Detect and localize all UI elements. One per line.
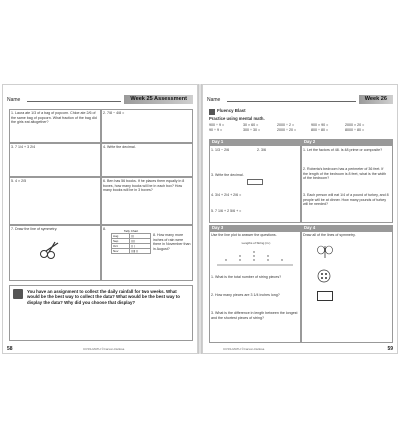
name-label: Name: [207, 96, 221, 103]
question-6: 6. Ben has 56 books. If he places them equally in 8 boxes, how many books will be in each box? How many books will be in 3 boxes?: [103, 179, 185, 193]
day-3-header: Day 3: [209, 225, 301, 231]
week-title: Week 25 Assessment: [124, 95, 193, 104]
fluency-subtitle: Practice using mental math.: [209, 116, 265, 121]
svg-text:x: x: [253, 257, 255, 262]
svg-text:x: x: [253, 249, 255, 254]
day-2-header: Day 2: [301, 139, 393, 145]
name-line: [227, 97, 356, 102]
button-shape-icon: [317, 269, 331, 283]
footer-left: CCSS-MATH ©Carson-Dellosa: [83, 347, 125, 351]
scissors-icon: [39, 241, 61, 259]
tally-row-label: Nov: [112, 249, 130, 254]
fluency-icon: [209, 109, 215, 115]
day-4-intro: Draw all of the lines of symmetry.: [303, 233, 356, 237]
day-2-q1: 1. Let the factors of 48. Is 48 prime or composite?: [303, 148, 383, 152]
open-response-box: [9, 285, 193, 341]
right-page: [202, 84, 398, 354]
fluency-grid: [209, 123, 395, 132]
day-1-header: Day 1: [209, 139, 301, 145]
question-8-number: 8.: [103, 227, 106, 231]
fluency-row: 90 ÷ 9 = 300 ÷ 30 = 2000 ÷ 20 = 800 ÷ 80 = 8000 ÷ 80 =: [209, 127, 365, 132]
day-1-q2: 2. 3/6: [257, 148, 266, 152]
open-response-question: You have an assignment to collect the daily rainfall for two weeks. What would be the best way to collect the data? What would be the best way to display the data? Why did you choose that display?: [27, 289, 180, 305]
day-2-q2: 2. Roberta's bedroom has a perimeter of 36 feet. If the length of the bedroom is 8 feet, what is the width of the bedroom?: [303, 167, 387, 181]
day-1-q5: 5. 7 1/6 + 2 5/6 + =: [211, 209, 242, 213]
day-1-q3: 3. Write the decimal.: [211, 173, 244, 177]
svg-text:x: x: [281, 257, 283, 262]
footer-right: CCSS-MATH ©Carson-Dellosa: [223, 347, 265, 351]
page-number-left: 58: [7, 346, 13, 352]
tally-row-label: Oct: [112, 244, 130, 249]
fluency-row: 900 ÷ 9 = 30 × 60 = 2000 ÷ 2 = 900 × 90 = 2000 × 20 =: [209, 123, 365, 127]
question-4: 4. Write the decimal.: [103, 145, 136, 149]
question-8: 8. How many more inches of rain were there in November than in August?: [153, 233, 191, 251]
right-header: [207, 95, 393, 104]
tally-table: Aug ||| Sep |||| Oct || | Nov ||||| ||: [111, 233, 151, 254]
day-4-box: [301, 231, 393, 343]
day-4-header: Day 4: [301, 225, 393, 231]
day-3-q1: 1. What is the total number of string pieces?: [211, 275, 282, 279]
fluency-title: Fluency Blast: [217, 108, 246, 113]
question-3: 3. 7 1/4 + 3 2/4: [11, 145, 36, 149]
tally-title: Tally Chart: [123, 229, 139, 233]
question-7: 7. Draw the line of symmetry.: [11, 227, 58, 231]
line-plot-title: Lengths of String (in.): [241, 241, 271, 245]
left-page: [2, 84, 198, 354]
svg-text:x: x: [267, 257, 269, 262]
day-3-q2: 2. How many pieces are 3 1/4 inches long?: [211, 293, 280, 297]
question-2: 2. 7/8 − 4/8 =: [103, 111, 125, 115]
day-2-q3: 3. Each person will eat 1/4 of a pound of turkey, and 8 people will be at dinner. How many pounds of turkey will be needed?: [303, 193, 389, 207]
workbook-spread: [0, 84, 400, 354]
question-1: 1. Laura ate 1/3 of a bag of popcorn. Chloe ate 2/6 of the same bag of popcorn. What fraction of the bag did the girls eat altogether?: [11, 111, 97, 125]
svg-text:x: x: [239, 257, 241, 262]
day-3-intro: Use the line plot to answer the questions.: [211, 233, 277, 237]
tally-row-label: Sep: [112, 239, 130, 244]
day-3-q3: 3. What is the difference in length between the longest and the shortest pieces of string?: [211, 311, 298, 320]
day-1-q4: 4. 3/4 + 2/4 + 2/6 =: [211, 193, 242, 197]
svg-text:x: x: [253, 253, 255, 258]
question-5-box: [9, 177, 101, 225]
svg-text:x: x: [239, 253, 241, 258]
page-number-right: 59: [387, 346, 393, 352]
day-1-q1: 1. 1/3 − 2/6: [211, 148, 230, 152]
tally-row-label: Aug: [112, 234, 130, 239]
rectangle-shape: [317, 291, 333, 301]
svg-text:x: x: [267, 253, 269, 258]
decimal-grid: [247, 179, 263, 185]
butterfly-icon: [317, 245, 333, 259]
left-header: [7, 95, 193, 104]
line-plot: [215, 245, 295, 271]
tally-chart: [111, 229, 151, 254]
name-line: [27, 97, 121, 102]
day-2-box: [301, 145, 393, 223]
pencil-icon: [13, 289, 23, 299]
svg-text:x: x: [225, 257, 227, 262]
name-label: Name: [7, 96, 21, 103]
question-5: 5. 4 × 2/5: [11, 179, 27, 183]
week-title: Week 26: [359, 95, 393, 104]
line-plot-marks: [225, 249, 283, 262]
